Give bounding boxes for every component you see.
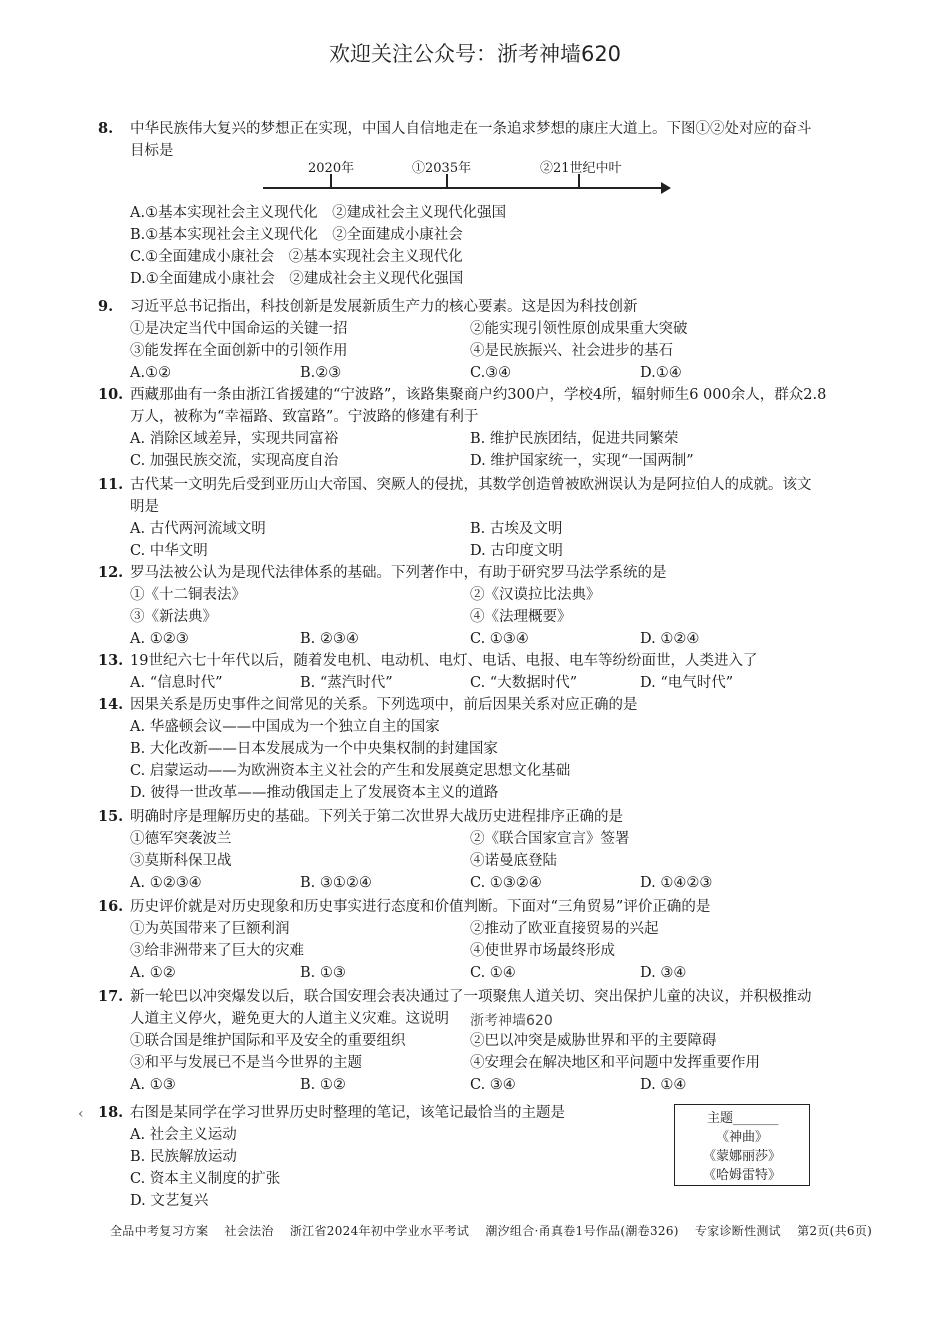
timeline-axis <box>263 187 663 189</box>
statement-1: ①是决定当代中国命运的关键一招 <box>130 321 348 337</box>
option-a[interactable]: A.①基本实现社会主义现代化 ②建成社会主义现代化强国 <box>130 205 507 221</box>
option-c[interactable]: C. ③④ <box>470 1077 516 1093</box>
question-number: 10. <box>98 386 124 403</box>
question-stem-cont: 目标是 <box>130 143 174 159</box>
option-c[interactable]: C.③④ <box>470 365 512 381</box>
page-footer <box>110 1222 873 1239</box>
statement-2: ②推动了欧亚直接贸易的兴起 <box>470 921 659 937</box>
question-number: 8. <box>98 120 114 137</box>
question-18 <box>98 1102 658 1212</box>
question-9 <box>98 296 848 384</box>
question-number: 12. <box>98 564 124 581</box>
statement-4: ④是民族振兴、社会进步的基石 <box>470 343 673 359</box>
question-stem: 右图是某同学在学习世界历史时整理的笔记，该笔记最恰当的主题是 <box>130 1105 565 1121</box>
option-a[interactable]: A. ①②③ <box>130 631 189 647</box>
option-b[interactable]: B. ①② <box>300 1077 346 1093</box>
option-c[interactable]: C. 资本主义制度的扩张 <box>130 1171 281 1187</box>
option-b[interactable]: B. ③①②④ <box>300 875 372 891</box>
question-number: 13. <box>98 652 124 669</box>
option-d[interactable]: D.①④ <box>640 365 682 381</box>
note-box <box>674 1104 810 1186</box>
option-b[interactable]: B. 古埃及文明 <box>470 521 563 537</box>
statement-3: ③能发挥在全面创新中的引领作用 <box>130 343 348 359</box>
question-stem: 历史评价就是对历史现象和历史事实进行态度和价值判断。下面对“三角贸易”评价正确的是 <box>130 899 711 915</box>
page-header-banner: 欢迎关注公众号：浙考神墙620 <box>328 42 622 66</box>
statement-3: ③给非洲带来了巨大的灾难 <box>130 943 304 959</box>
option-d[interactable]: D. 古印度文明 <box>470 543 563 559</box>
option-a[interactable]: A.①② <box>130 365 172 381</box>
question-16 <box>98 896 848 984</box>
option-d[interactable]: D. 彼得一世改革——推动俄国走上了发展资本主义的道路 <box>130 785 499 801</box>
option-b[interactable]: B. 大化改新——日本发展成为一个中央集权制的封建国家 <box>130 741 498 757</box>
timeline-label-2020: 2020年 <box>308 161 355 176</box>
timeline-figure <box>130 162 690 202</box>
statement-1: ①为英国带来了巨额利润 <box>130 921 290 937</box>
question-10 <box>98 384 848 472</box>
note-item: 《神曲》 <box>715 1130 768 1145</box>
question-number: 9. <box>98 298 114 315</box>
footer-series: 全品中考复习方案 <box>110 1224 209 1238</box>
option-b[interactable]: B. 民族解放运动 <box>130 1149 237 1165</box>
statement-4: ④使世界市场最终形成 <box>470 943 615 959</box>
question-stem: 因果关系是历史事件之间常见的关系。下列选项中，前后因果关系对应正确的是 <box>130 697 638 713</box>
option-a[interactable]: A. 社会主义运动 <box>130 1127 237 1143</box>
option-a[interactable]: A. “信息时代” <box>130 675 223 691</box>
timeline-label-mid-century: ②21世纪中叶 <box>540 161 622 176</box>
option-d[interactable]: D. 文艺复兴 <box>130 1193 209 1209</box>
question-stem: 明确时序是理解历史的基础。下列关于第二次世界大战历史进程排序正确的是 <box>130 809 623 825</box>
option-c[interactable]: C. ①④ <box>470 965 516 981</box>
option-c[interactable]: C. ①③④ <box>470 631 529 647</box>
option-a[interactable]: A. ①②③④ <box>130 875 202 891</box>
statement-4: ④《法理概要》 <box>470 609 572 625</box>
option-b[interactable]: B. “蒸汽时代” <box>300 675 393 691</box>
question-8 <box>98 118 848 290</box>
question-12 <box>98 562 848 650</box>
option-d[interactable]: D. 维护国家统一，实现“一国两制” <box>470 453 694 469</box>
inline-watermark: 浙考神墙620 <box>470 1013 553 1029</box>
question-number: 17. <box>98 988 124 1005</box>
question-stem: 新一轮巴以冲突爆发以后，联合国安理会表决通过了一项聚焦人道关切、突出保护儿童的决议，并积极推动 <box>130 989 812 1005</box>
option-b[interactable]: B. ①③ <box>300 965 346 981</box>
question-stem: 19世纪六七十年代以后，随着发电机、电动机、电灯、电话、电报、电车等纷纷面世，人类进入了 <box>130 653 758 669</box>
statement-4: ④安理会在解决地区和平问题中发挥重要作用 <box>470 1055 760 1071</box>
question-stem: 西藏那曲有一条由浙江省援建的“宁波路”，该路集聚商户约300户，学校4所，辐射师生6 000余人，群众2.8 <box>130 387 827 403</box>
question-number: 16. <box>98 898 124 915</box>
footer-edition: 潮汐组合·甬真卷1号作品(潮卷326) <box>485 1224 679 1238</box>
option-c[interactable]: C. ①③②④ <box>470 875 542 891</box>
option-a[interactable]: A. ①② <box>130 965 176 981</box>
statement-1: ①联合国是维护国际和平及安全的重要组织 <box>130 1033 406 1049</box>
option-b[interactable]: B.②③ <box>300 365 342 381</box>
option-b[interactable]: B. ②③④ <box>300 631 359 647</box>
question-stem-cont: 万人，被称为“幸福路、致富路”。宁波路的修建有利于 <box>130 409 479 425</box>
statement-3: ③《新法典》 <box>130 609 217 625</box>
option-d[interactable]: D. ①②④ <box>640 631 700 647</box>
question-stem: 中华民族伟大复兴的梦想正在实现，中国人自信地走在一条追求梦想的康庄大道上。下图①②处对应的奋斗 <box>130 121 812 137</box>
option-b[interactable]: B.①基本实现社会主义现代化 ②全面建成小康社会 <box>130 227 463 243</box>
question-stem-cont: 人道主义停火，避免更大的人道主义灾难。这说明 <box>130 1011 449 1027</box>
footer-subject: 社会法治 <box>224 1224 274 1238</box>
footer-page-number: 第2页(共6页) <box>797 1224 873 1238</box>
statement-2: ②《汉谟拉比法典》 <box>470 587 601 603</box>
statement-2: ②巴以冲突是威胁世界和平的主要障碍 <box>470 1033 717 1049</box>
statement-3: ③莫斯科保卫战 <box>130 853 232 869</box>
option-c[interactable]: C. 启蒙运动——为欧洲资本主义社会的产生和发展奠定思想文化基础 <box>130 763 571 779</box>
footer-test-type: 专家诊断性测试 <box>694 1224 781 1238</box>
question-11 <box>98 474 848 562</box>
option-a[interactable]: A. 消除区域差异，实现共同富裕 <box>130 431 339 447</box>
question-number: 18. <box>98 1104 124 1121</box>
statement-3: ③和平与发展已不是当今世界的主题 <box>130 1055 362 1071</box>
margin-mark: ‹ <box>78 1106 84 1122</box>
note-title: 主题_______ <box>707 1111 779 1126</box>
option-b[interactable]: B. 维护民族团结，促进共同繁荣 <box>470 431 679 447</box>
question-15 <box>98 806 848 894</box>
question-stem: 罗马法被公认为是现代法律体系的基础。下列著作中，有助于研究罗马法学系统的是 <box>130 565 667 581</box>
statement-1: ①德军突袭波兰 <box>130 831 232 847</box>
statement-2: ②能实现引领性原创成果重大突破 <box>470 321 688 337</box>
option-c[interactable]: C. 中华文明 <box>130 543 208 559</box>
option-d[interactable]: D. ③④ <box>640 965 687 981</box>
question-number: 11. <box>98 476 124 493</box>
note-item: 《蒙娜丽莎》 <box>702 1149 781 1164</box>
note-item: 《哈姆雷特》 <box>702 1168 781 1183</box>
question-13 <box>98 650 848 694</box>
option-d[interactable]: D. ①④ <box>640 1077 687 1093</box>
question-number: 15. <box>98 808 124 825</box>
footer-exam: 浙江省2024年初中学业水平考试 <box>289 1224 470 1238</box>
option-d[interactable]: D.①全面建成小康社会 ②建成社会主义现代化强国 <box>130 271 464 287</box>
option-d[interactable]: D. ①④②③ <box>640 875 713 891</box>
option-c[interactable]: C. 加强民族交流，实现高度自治 <box>130 453 339 469</box>
statement-2: ②《联合国家宣言》签署 <box>470 831 630 847</box>
timeline-label-2035: ①2035年 <box>412 161 472 176</box>
question-17 <box>98 986 848 1096</box>
option-a[interactable]: A. 华盛顿会议——中国成为一个独立自主的国家 <box>130 719 440 735</box>
option-c[interactable]: C. “大数据时代” <box>470 675 578 691</box>
option-a[interactable]: A. 古代两河流域文明 <box>130 521 266 537</box>
option-d[interactable]: D. “电气时代” <box>640 675 734 691</box>
question-stem: 习近平总书记指出，科技创新是发展新质生产力的核心要素。这是因为科技创新 <box>130 299 638 315</box>
statement-1: ①《十二铜表法》 <box>130 587 246 603</box>
statement-4: ④诺曼底登陆 <box>470 853 557 869</box>
option-a[interactable]: A. ①③ <box>130 1077 176 1093</box>
timeline-arrow <box>661 182 671 194</box>
question-stem-cont: 明是 <box>130 499 159 515</box>
option-c[interactable]: C.①全面建成小康社会 ②基本实现社会主义现代化 <box>130 249 463 265</box>
question-number: 14. <box>98 696 124 713</box>
question-14 <box>98 694 848 804</box>
question-stem: 古代某一文明先后受到亚历山大帝国、突厥人的侵扰，其数学创造曾被欧洲误认为是阿拉伯人的成就。该文 <box>130 477 812 493</box>
